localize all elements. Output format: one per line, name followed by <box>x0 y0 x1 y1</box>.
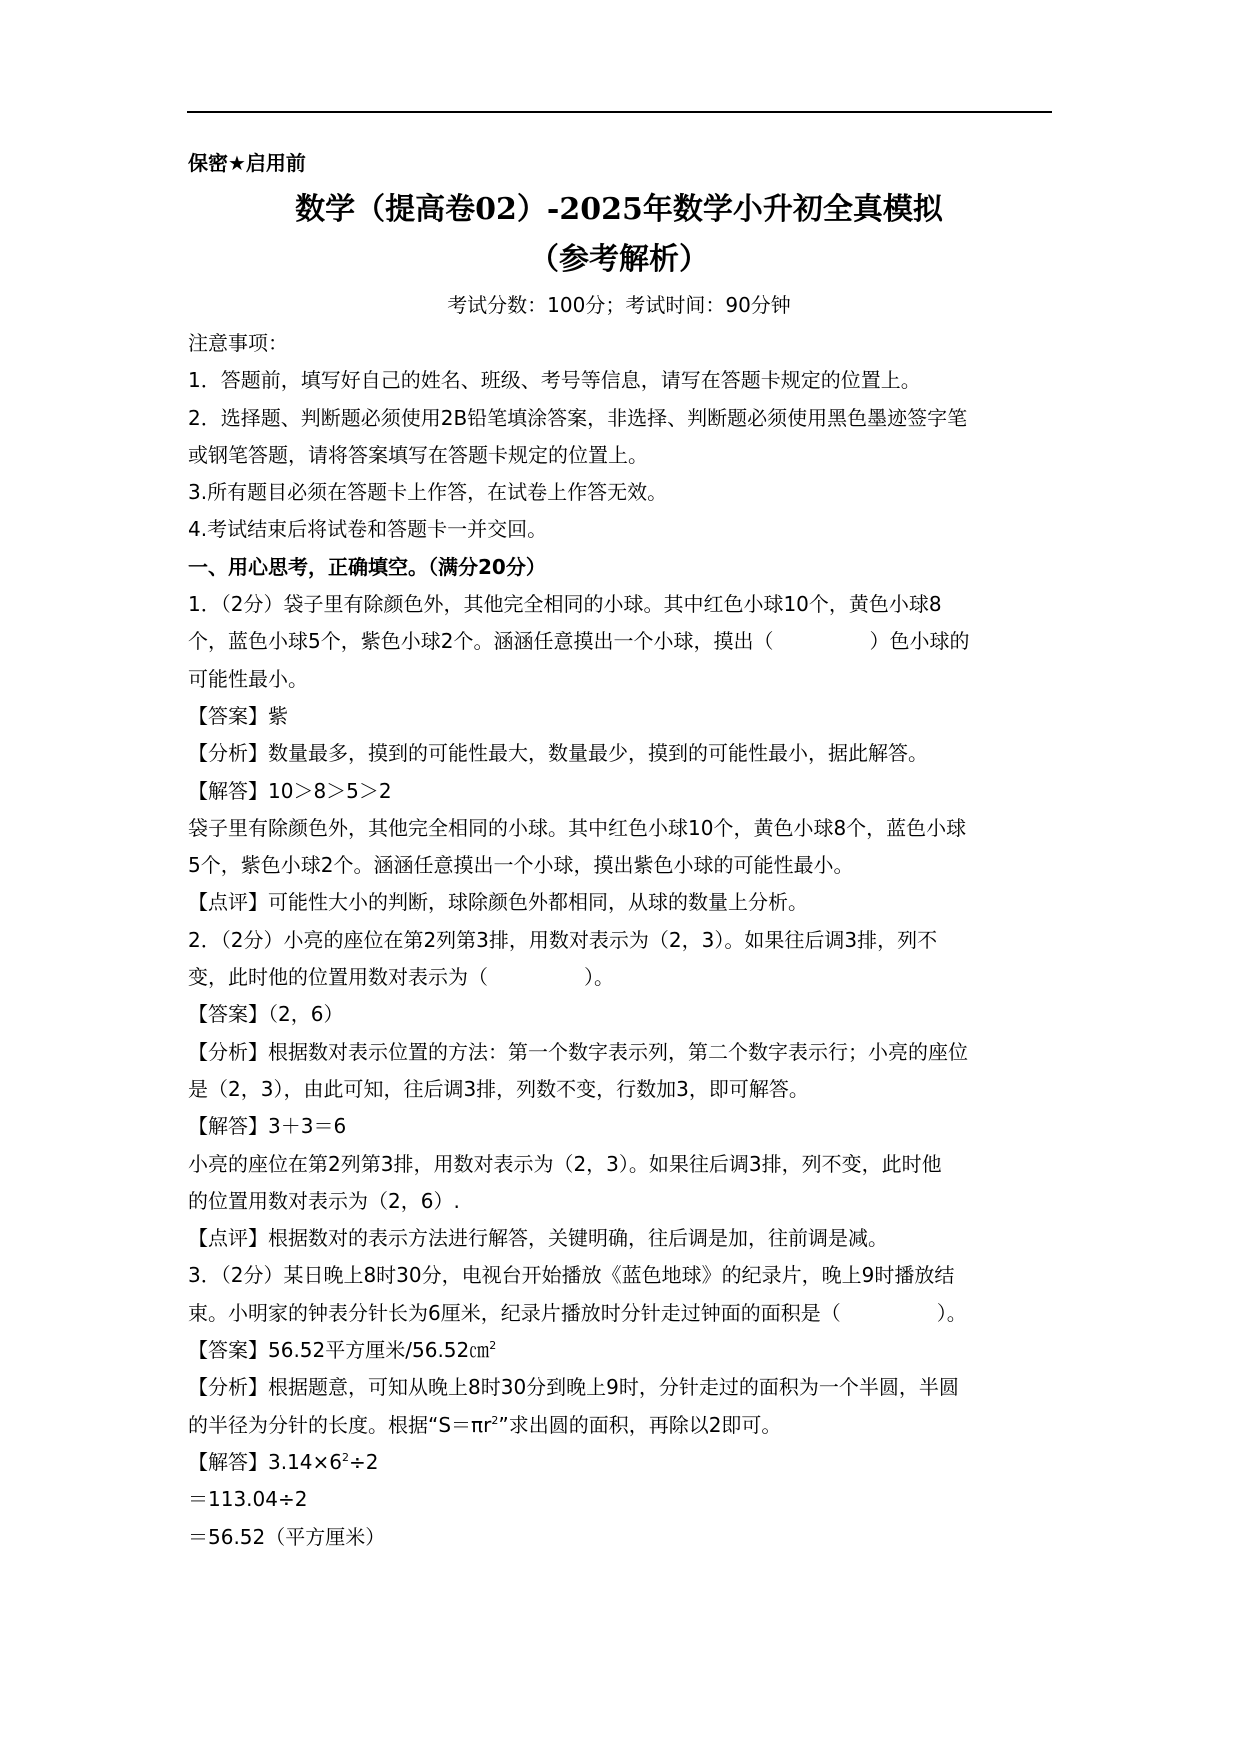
q1-line-2-start: 个，蓝色小球5个，紫色小球2个。涵涵任意摸出一个小球，摸出（ <box>188 629 774 654</box>
q3-analysis-exponent: 2 <box>491 1413 499 1427</box>
q2-line-1: 2．（2分）小亮的座位在第2列第3排，用数对表示为（2，3）。如果往后调3排，列不 <box>188 927 938 952</box>
q2-solution: 【解答】3＋3＝6 <box>188 1114 347 1139</box>
note-2-line-2: 或钢笔答题，请将答案填写在答题卡规定的位置上。 <box>188 442 648 467</box>
document-subtitle: （参考解析） <box>529 242 709 277</box>
note-3: 3.所有题目必须在答题卡上作答，在试卷上作答无效。 <box>188 480 668 505</box>
note-1: 1．答题前，填写好自己的姓名、班级、考号等信息，请写在答题卡规定的位置上。 <box>188 368 921 393</box>
q1-solution: 【解答】10＞8＞5＞2 <box>188 778 392 803</box>
q3-solution-exponent: 2 <box>342 1450 350 1464</box>
header-rule <box>187 111 1052 113</box>
q3-solution-end: ÷2 <box>349 1449 379 1474</box>
note-2-line-1: 2．选择题、判断题必须使用2B铅笔填涂答案，非选择、判断题必须使用黑色墨迹签字笔 <box>188 405 968 430</box>
q3-step-2: ＝56.52（平方厘米） <box>188 1524 386 1549</box>
section-1-heading: 一、用心思考，正确填空。（满分20分） <box>188 554 546 579</box>
page-content <box>188 145 1050 1556</box>
q3-analysis-2-end: ”求出圆的面积，再除以2即可。 <box>498 1412 782 1437</box>
q2-comment: 【点评】根据数对的表示方法进行解答，关键明确，往后调是加，往前调是减。 <box>188 1226 888 1251</box>
notes-heading: 注意事项： <box>188 331 288 355</box>
q2-analysis-2: 是（2，3），由此可知，往后调3排，列数不变，行数加3，即可解答。 <box>188 1076 809 1101</box>
q2-answer: 【答案】（2，6） <box>188 1002 344 1027</box>
q3-step-1: ＝113.04÷2 <box>188 1487 308 1512</box>
q3-analysis-2 <box>188 1407 1050 1444</box>
q3-solution <box>188 1444 1050 1481</box>
q3-solution-start: 【解答】3.14×6 <box>188 1449 343 1474</box>
q1-line-2-end: ）色小球的 <box>869 629 970 654</box>
q2-analysis-1: 【分析】根据数对表示位置的方法：第一个数字表示列，第二个数字表示行；小亮的座位 <box>188 1039 968 1064</box>
q2-line-2 <box>188 959 1050 996</box>
q3-line-2-start: 束。小明家的钟表分针长为6厘米，纪录片播放时分针走过钟面的面积是（ <box>188 1300 841 1325</box>
q3-answer <box>188 1332 1050 1369</box>
q3-line-1: 3．（2分）某日晚上8时30分，电视台开始播放《蓝色地球》的纪录片，晚上9时播放结 <box>188 1263 955 1288</box>
q1-analysis: 【分析】数量最多，摸到的可能性最大，数量最少，摸到的可能性最小，据此解答。 <box>188 741 928 766</box>
document-title: 数学（提高卷02）-2025年数学小升初全真模拟 <box>295 192 943 227</box>
q3-line-2 <box>188 1295 1050 1332</box>
confidential-label: 保密★启用前 <box>188 151 306 175</box>
q2-line-2-start: 变，此时他的位置用数对表示为（ <box>188 965 488 990</box>
q1-line-3: 可能性最小。 <box>188 666 308 691</box>
q2-line-2-end: ）。 <box>584 965 614 990</box>
q1-answer: 【答案】紫 <box>188 703 288 728</box>
exam-info: 考试分数：100分；考试时间：90分钟 <box>447 293 791 317</box>
q1-explain-1: 袋子里有除颜色外，其他完全相同的小球。其中红色小球10个，黄色小球8个，蓝色小球 <box>188 815 967 840</box>
q3-line-2-end: ）。 <box>936 1300 967 1325</box>
q2-explain-2: 的位置用数对表示为（2，6）. <box>188 1188 460 1213</box>
q3-analysis-1: 【分析】根据题意，可知从晚上8时30分到晚上9时，分针走过的面积为一个半圆，半圆 <box>188 1375 959 1400</box>
q3-answer-exponent: 2 <box>489 1339 497 1353</box>
q3-analysis-2-start: 的半径为分针的长度。根据“S＝πr <box>188 1412 492 1437</box>
q1-explain-2: 5个，紫色小球2个。涵涵任意摸出一个小球，摸出紫色小球的可能性最小。 <box>188 853 854 878</box>
q1-line-1: 1．（2分）袋子里有除颜色外，其他完全相同的小球。其中红色小球10个，黄色小球8 <box>188 592 942 617</box>
q1-comment: 【点评】可能性大小的判断，球除颜色外都相同，从球的数量上分析。 <box>188 890 808 915</box>
q3-answer-text: 【答案】56.52平方厘米/56.52㎝ <box>188 1338 490 1363</box>
q1-line-2 <box>188 623 1050 660</box>
note-4: 4.考试结束后将试卷和答题卡一并交回。 <box>188 517 548 542</box>
q2-explain-1: 小亮的座位在第2列第3排，用数对表示为（2，3）。如果往后调3排，列不变，此时他 <box>188 1151 942 1176</box>
